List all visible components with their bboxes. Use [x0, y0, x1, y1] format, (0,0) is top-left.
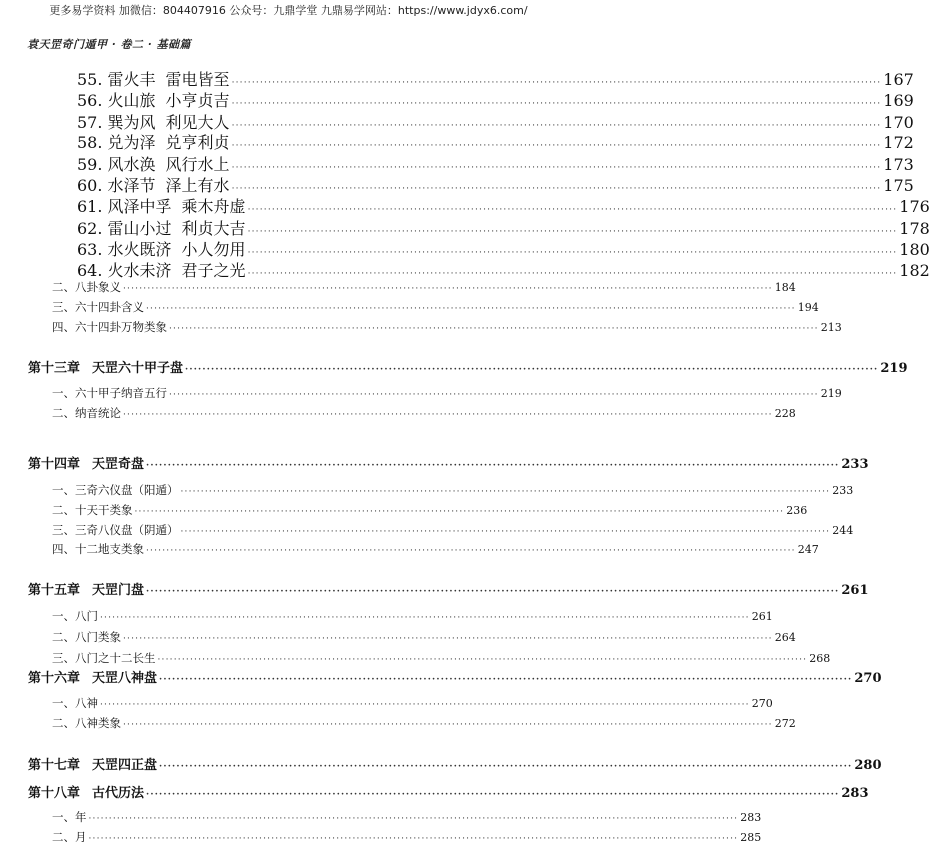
toc-entry [52, 608, 773, 624]
toc-page-number: 236 [786, 504, 808, 517]
dot-leader: ································································································································································ [100, 613, 750, 623]
toc-page-number: 268 [809, 652, 831, 665]
toc-page-number: 167 [883, 70, 914, 89]
toc-label: 一、三奇六仪盘（阳遁） [52, 483, 179, 497]
toc-title: 天罡四正盘 [92, 758, 158, 773]
toc-label: 第十四章 [28, 457, 81, 472]
toc-title: 小人勿用 [181, 240, 246, 259]
toc-label: 63. 水火既济 [77, 240, 172, 259]
toc-label: 58. 兑为泽 [77, 133, 156, 152]
toc-page-number: 261 [751, 610, 773, 623]
toc-label: 第十六章 [28, 671, 81, 686]
toc-page-number: 175 [883, 176, 914, 195]
toc-page-number: 184 [774, 281, 796, 294]
toc-entry [77, 258, 930, 281]
toc-entry [77, 152, 914, 175]
toc-entry [52, 299, 819, 315]
toc-page-number: 178 [899, 219, 930, 238]
toc-entry [52, 541, 819, 557]
toc-entry [77, 67, 914, 90]
dot-leader: ································································································································································ [159, 762, 853, 772]
toc-entry [52, 279, 796, 295]
toc-label: 一、六十甲子纳音五行 [52, 386, 167, 400]
toc-page-number: 233 [841, 457, 869, 472]
toc-page-number: 176 [899, 197, 930, 216]
dot-leader: ································································································································································ [185, 365, 879, 375]
toc-entry [52, 385, 842, 401]
toc-page-number: 244 [832, 524, 854, 537]
toc-label: 第十八章 [28, 786, 81, 801]
toc-chapter [28, 453, 869, 472]
dot-leader: ································································································································································ [157, 655, 808, 665]
toc-title: 小亨贞吉 [165, 91, 230, 110]
toc-label: 二、八神类象 [52, 716, 121, 730]
toc-page-number: 182 [899, 261, 930, 280]
toc-page-number: 280 [854, 758, 882, 773]
toc-entry [52, 405, 796, 421]
toc-title: 天罡门盘 [92, 583, 145, 598]
toc-entry [52, 482, 854, 498]
dot-leader: ································································································································································ [231, 141, 882, 151]
toc-label: 二、月 [52, 830, 87, 844]
toc-entry [77, 130, 914, 153]
dot-leader: ································································································································································ [146, 790, 840, 800]
dot-leader: ································································································································································ [169, 324, 819, 334]
toc-label: 二、纳音统论 [52, 406, 121, 420]
dot-leader: ································································································································································ [146, 461, 840, 471]
toc-label: 61. 风泽中孚 [77, 197, 172, 216]
toc-entry [52, 629, 796, 645]
toc-page-number: 270 [751, 697, 773, 710]
toc-page-number: 261 [841, 583, 869, 598]
toc-title: 天罡八神盘 [92, 671, 158, 686]
toc-title: 乘木舟虚 [181, 197, 246, 216]
toc-label: 59. 风水涣 [77, 155, 156, 174]
toc-title: 君子之光 [181, 261, 246, 280]
toc-page-number: 194 [797, 301, 819, 314]
dot-leader: ································································································································································ [123, 634, 773, 644]
dot-leader: ································································································································································ [159, 675, 853, 685]
toc-chapter [28, 754, 882, 773]
dot-leader: ································································································································································ [100, 700, 750, 710]
running-header: 袁天罡奇门遁甲 · 卷二 · 基础篇 [27, 38, 191, 51]
toc-page-number: 272 [774, 717, 796, 730]
dot-leader: ································································································································································ [134, 507, 785, 517]
dot-leader: ································································································································································ [231, 163, 882, 173]
toc-page-number: 180 [899, 240, 930, 259]
toc-page-number: 264 [774, 631, 796, 644]
toc-label: 一、年 [52, 810, 87, 824]
dot-leader: ································································································································································ [247, 227, 898, 237]
toc-label: 57. 巽为风 [77, 113, 156, 132]
dot-leader: ································································································································································ [123, 284, 773, 294]
toc-title: 雷电皆至 [165, 70, 230, 89]
toc-label: 第十五章 [28, 583, 81, 598]
toc-page-number: 172 [883, 133, 914, 152]
toc-entry [52, 809, 762, 825]
dot-leader: ································································································································································ [88, 834, 739, 844]
toc-entry [52, 650, 831, 666]
dot-leader: ································································································································································ [180, 527, 831, 537]
toc-entry [52, 715, 796, 731]
toc-entry [77, 173, 914, 196]
toc-entry [77, 216, 930, 239]
toc-page-number: 173 [883, 155, 914, 174]
toc-page-number: 219 [880, 361, 908, 376]
toc-label: 64. 火水未济 [77, 261, 172, 280]
toc-label: 二、八门类象 [52, 630, 121, 644]
contact-banner: 更多易学资料 加微信：804407916 公众号：九鼎学堂 九鼎易学网站：https://www.jdyx6.com/ [49, 4, 528, 17]
toc-entry [77, 237, 930, 260]
toc-page-number: 283 [841, 786, 869, 801]
dot-leader: ································································································································································ [231, 78, 882, 88]
toc-page-number: 285 [740, 831, 762, 844]
dot-leader: ································································································································································ [231, 99, 882, 109]
toc-entry [52, 319, 842, 335]
toc-chapter [28, 579, 869, 598]
toc-label: 55. 雷火丰 [77, 70, 156, 89]
toc-page-number: 219 [820, 387, 842, 400]
dot-leader: ································································································································································ [247, 248, 898, 258]
toc-chapter [28, 667, 882, 686]
toc-label: 三、六十四卦含义 [52, 300, 144, 314]
toc-title: 古代历法 [92, 786, 145, 801]
toc-label: 二、八卦象义 [52, 280, 121, 294]
toc-title: 天罡奇盘 [92, 457, 145, 472]
dot-leader: ································································································································································ [146, 546, 796, 556]
toc-label: 62. 雷山小过 [77, 219, 172, 238]
toc-page-number: 283 [740, 811, 762, 824]
toc-title: 兑亨利贞 [165, 133, 230, 152]
dot-leader: ································································································································································ [146, 587, 840, 597]
dot-leader: ································································································································································ [231, 184, 882, 194]
toc-page-number: 233 [832, 484, 854, 497]
toc-title: 利见大人 [165, 113, 230, 132]
toc-page-number: 170 [883, 113, 914, 132]
toc-entry [77, 88, 914, 111]
toc-label: 三、八门之十二长生 [52, 651, 156, 665]
toc-entry [52, 829, 762, 845]
toc-title: 风行水上 [165, 155, 230, 174]
toc-chapter [28, 782, 869, 801]
dot-leader: ································································································································································ [247, 269, 898, 279]
toc-entry [52, 502, 808, 518]
toc-chapter [28, 357, 908, 376]
toc-title: 利贞大吉 [181, 219, 246, 238]
dot-leader: ································································································································································ [169, 390, 819, 400]
toc-label: 第十三章 [28, 361, 81, 376]
toc-entry [52, 695, 773, 711]
toc-page-number: 270 [854, 671, 882, 686]
toc-label: 四、十二地支类象 [52, 542, 144, 556]
dot-leader: ································································································································································ [247, 205, 898, 215]
toc-page-number: 169 [883, 91, 914, 110]
toc-title: 天罡六十甲子盘 [92, 361, 184, 376]
toc-label: 56. 火山旅 [77, 91, 156, 110]
toc-entry [77, 194, 930, 217]
toc-label: 一、八门 [52, 609, 98, 623]
toc-page-number: 247 [797, 543, 819, 556]
dot-leader: ································································································································································ [180, 487, 831, 497]
toc-label: 四、六十四卦万物类象 [52, 320, 167, 334]
toc-page-number: 228 [774, 407, 796, 420]
toc-title: 泽上有水 [165, 176, 230, 195]
toc-page-number: 213 [820, 321, 842, 334]
toc-label: 60. 水泽节 [77, 176, 156, 195]
toc-entry [52, 522, 854, 538]
toc-label: 二、十天干类象 [52, 503, 133, 517]
dot-leader: ································································································································································ [231, 121, 882, 131]
toc-label: 三、三奇八仪盘（阴遁） [52, 523, 179, 537]
toc-label: 一、八神 [52, 696, 98, 710]
dot-leader: ································································································································································ [88, 814, 739, 824]
dot-leader: ································································································································································ [123, 720, 773, 730]
dot-leader: ································································································································································ [123, 410, 773, 420]
toc-label: 第十七章 [28, 758, 81, 773]
dot-leader: ································································································································································ [146, 304, 796, 314]
